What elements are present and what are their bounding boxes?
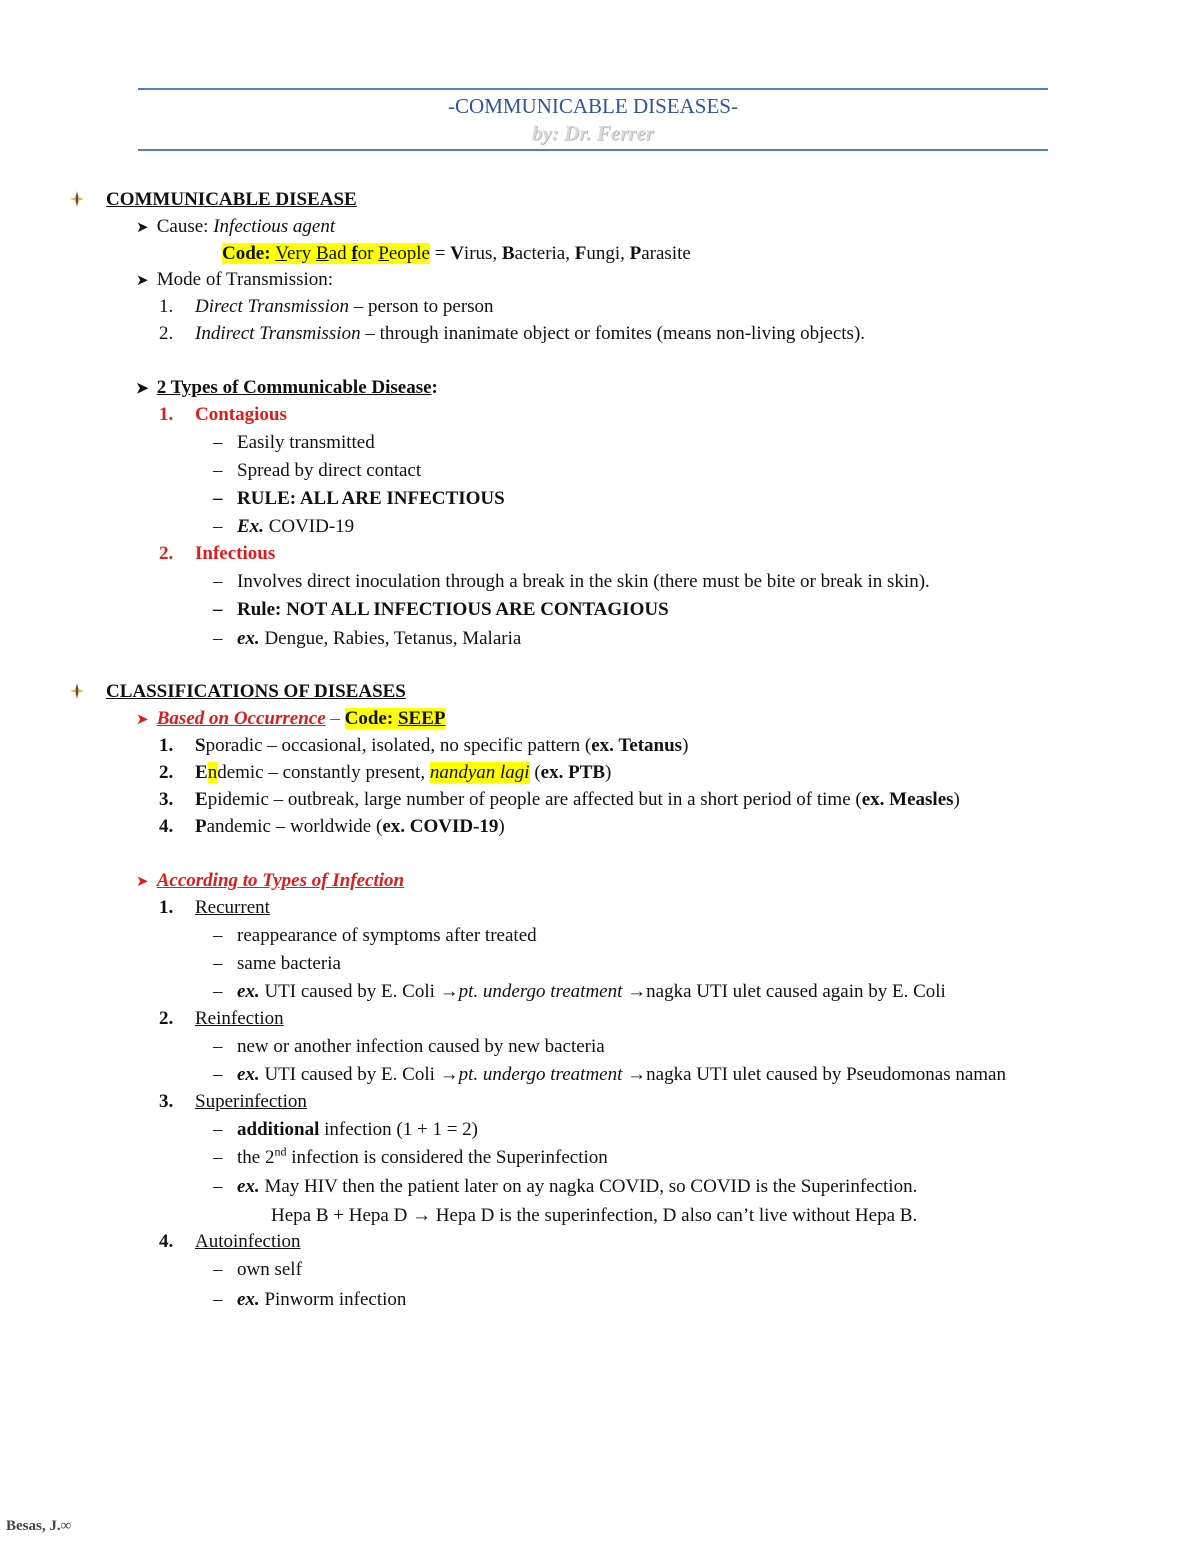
right-arrow-icon: → <box>627 981 647 1002</box>
contagious-rule: – RULE: ALL ARE INFECTIOUS <box>213 488 505 509</box>
mode-item-2: 2. Indirect Transmission – through inanimate object or fomites (means non-living objects). <box>159 323 866 344</box>
contagious-example: – Ex. COVID-19 <box>213 516 355 537</box>
autoinfection-point-1: – own self <box>213 1259 302 1280</box>
contagious-point-2: – Spread by direct contact <box>213 460 422 481</box>
page-title: -COMMUNICABLE DISEASES- <box>448 94 738 118</box>
types-heading-line: ➤ 2 Types of Communicable Disease: <box>136 376 438 401</box>
contagious-point-1: – Easily transmitted <box>213 432 375 453</box>
header-bottom-rule <box>138 149 1048 151</box>
contagious-heading: 1. Contagious <box>159 404 287 425</box>
superinfection-point-1: – additional infection (1 + 1 = 2) <box>213 1119 478 1140</box>
infectious-example: – ex. Dengue, Rabies, Tetanus, Malaria <box>213 628 522 649</box>
occurrence-item-sporadic: 1. Sporadic – occasional, isolated, no specific pattern (ex. Tetanus) <box>159 735 689 756</box>
infectious-heading: 2. Infectious <box>159 543 276 564</box>
section-heading-classifications: CLASSIFICATIONS OF DISEASES <box>106 681 406 702</box>
autoinfection-heading: 4. Autoinfection <box>159 1231 301 1252</box>
arrow-bullet-icon: ➤ <box>136 381 149 397</box>
occurrence-heading: ➤ Based on Occurrence – Code: SEEP <box>136 707 445 732</box>
infection-types-heading: ➤ According to Types of Infection <box>136 869 404 894</box>
recurrent-example: – ex. UTI caused by E. Coli →pt. undergo treatment →nagka UTI ulet caused again by E. Coli <box>213 981 946 1002</box>
arrow-bullet-icon: ➤ <box>136 220 149 236</box>
superinfection-heading: 3. Superinfection <box>159 1091 307 1112</box>
infectious-point-1: – Involves direct inoculation through a break in the skin (there must be bite or break in skin). <box>213 571 930 592</box>
superinfection-example: – ex. May HIV then the patient later on ay nagka COVID, so COVID is the Superinfection. <box>213 1176 918 1197</box>
footer-author: Besas, J.∞ <box>6 1518 72 1534</box>
infectious-rule: – Rule: NOT ALL INFECTIOUS ARE CONTAGIOUS <box>213 599 669 620</box>
header-top-rule <box>138 88 1048 90</box>
mode-line: ➤ Mode of Transmission: <box>136 268 333 293</box>
diamond-bullet-icon <box>70 683 84 699</box>
recurrent-point-1: – reappearance of symptoms after treated <box>213 925 537 946</box>
autoinfection-example: – ex. Pinworm infection <box>213 1289 407 1310</box>
recurrent-heading: 1. Recurrent <box>159 897 270 918</box>
mode-item-1: 1. Direct Transmission – person to person <box>159 296 494 317</box>
arrow-bullet-icon: ➤ <box>136 874 149 890</box>
reinfection-point-1: – new or another infection caused by new bacteria <box>213 1036 605 1057</box>
right-arrow-icon: → <box>439 1064 459 1085</box>
arrow-bullet-icon: ➤ <box>136 273 149 289</box>
superinfection-point-2: – the 2nd infection is considered the Superinfection <box>213 1144 608 1168</box>
occurrence-item-epidemic: 3. Epidemic – outbreak, large number of people are affected but in a short period of time (ex. Measles) <box>159 789 960 810</box>
occurrence-item-pandemic: 4. Pandemic – worldwide (ex. COVID-19) <box>159 816 505 837</box>
code-vbfp-line: Code: Very Bad for People = Virus, Bacteria, Fungi, Parasite <box>222 243 691 264</box>
reinfection-example: – ex. UTI caused by E. Coli →pt. undergo treatment →nagka UTI ulet caused by Pseudomonas naman <box>213 1064 1006 1085</box>
author-byline: by: Dr. Ferrer <box>532 121 654 145</box>
arrow-bullet-icon: ➤ <box>136 712 149 728</box>
header <box>138 92 1048 146</box>
reinfection-heading: 2. Reinfection <box>159 1008 284 1029</box>
diamond-bullet-icon <box>70 191 84 207</box>
section-heading-communicable-disease: COMMUNICABLE DISEASE <box>106 189 357 210</box>
cause-line: ➤ Cause: Infectious agent <box>136 215 335 240</box>
occurrence-item-endemic: 2. Endemic – constantly present, nandyan lagi (ex. PTB) <box>159 762 612 783</box>
code-highlight: Code: <box>222 243 276 264</box>
right-arrow-icon: → <box>439 981 459 1002</box>
right-arrow-icon: → <box>412 1205 432 1226</box>
right-arrow-icon: → <box>627 1064 647 1085</box>
recurrent-point-2: – same bacteria <box>213 953 341 974</box>
superinfection-example-2: Hepa B + Hepa D → Hepa D is the superinfection, D also can’t live without Hepa B. <box>271 1205 918 1226</box>
